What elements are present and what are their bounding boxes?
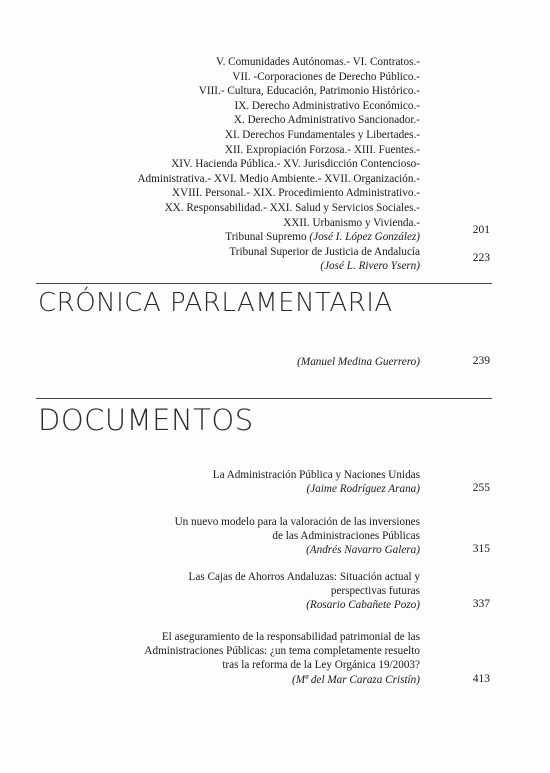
section-line: V. Comunidades Autónomas.- VI. Contratos.- bbox=[215, 56, 420, 68]
section-line: X. Derecho Administrativo Sancionador.- bbox=[233, 114, 420, 127]
entry-title-line: tras la reforma de la Ley Orgánica 19/2003? bbox=[222, 659, 420, 672]
section-line: XVIII. Personal.- XIX. Procedimiento Administrativo.- bbox=[172, 187, 420, 200]
document-entry bbox=[144, 630, 420, 687]
section-line: VIII.- Cultura, Educación, Patrimonio Histórico.- bbox=[198, 85, 420, 98]
page-number: 201 bbox=[472, 224, 490, 236]
cronica-author: (Manuel Medina Guerrero) bbox=[297, 356, 420, 368]
entry-title-line: El aseguramiento de la responsabilidad patrimonial de las bbox=[161, 631, 420, 643]
entry-title-line: Las Cajas de Ahorros Andaluzas: Situación actual y bbox=[188, 571, 420, 583]
page-number: 337 bbox=[472, 598, 490, 610]
entry-author: (Rosario Cabañete Pozo) bbox=[306, 599, 420, 612]
page-number: 255 bbox=[472, 482, 490, 494]
entry-title-line: perspectivas futuras bbox=[330, 585, 420, 598]
tribunal-supremo-title: Tribunal Supremo bbox=[225, 231, 307, 244]
section-line: XI. Derechos Fundamentales y Libertades.- bbox=[224, 128, 420, 141]
section-line: IX. Derecho Administrativo Económico.- bbox=[234, 99, 420, 112]
section-line: XXII. Urbanismo y Vivienda.- bbox=[283, 216, 420, 229]
documentos-heading: DOCUMENTOS bbox=[38, 403, 254, 437]
document-entry bbox=[175, 515, 420, 558]
document-entry bbox=[213, 468, 420, 496]
entry-author: (Mª del Mar Caraza Cristín) bbox=[291, 673, 420, 686]
document-entry bbox=[189, 570, 420, 613]
section-divider bbox=[36, 283, 492, 284]
page-number: 315 bbox=[472, 543, 490, 555]
section-line: VII. -Corporaciones de Derecho Público.- bbox=[232, 70, 420, 83]
section-line: Administrativa.- XVI. Medio Ambiente.- XVII. Organización.- bbox=[137, 172, 420, 185]
section-line: XII. Expropiación Forzosa.- XIII. Fuentes.- bbox=[224, 143, 420, 156]
page-number: 223 bbox=[472, 252, 490, 264]
entry-author: (Andrés Navarro Galera) bbox=[306, 544, 420, 557]
entry-title-line: La Administración Pública y Naciones Unidas bbox=[212, 469, 420, 481]
page-number: 413 bbox=[472, 673, 490, 685]
cronica-heading: CRÓNICA PARLAMENTARIA bbox=[38, 288, 393, 318]
entry-author: (Jaime Rodríguez Arana) bbox=[306, 483, 420, 496]
tribunal-superior-author: (José L. Rivero Ysern) bbox=[320, 260, 420, 273]
entry-title-line: Un nuevo modelo para la valoración de las inversiones bbox=[174, 516, 420, 528]
section-line: XIV. Hacienda Pública.- XV. Jurisdicción Contencioso- bbox=[171, 158, 420, 171]
entry-title-line: de las Administraciones Públicas bbox=[272, 530, 420, 543]
jurisprudence-sections-list bbox=[137, 55, 420, 274]
page-number: 239 bbox=[472, 355, 490, 367]
tribunal-supremo-line bbox=[137, 230, 420, 245]
tribunal-superior-title: Tribunal Superior de Justicia de Andalucía bbox=[229, 245, 420, 258]
section-line: XX. Responsabilidad.- XXI. Salud y Servicios Sociales.- bbox=[164, 201, 420, 214]
section-divider bbox=[36, 398, 492, 399]
tribunal-supremo-author: (José I. López González) bbox=[309, 231, 420, 244]
entry-title-line: Administraciones Públicas: ¿un tema completamente resuelto bbox=[144, 645, 420, 658]
